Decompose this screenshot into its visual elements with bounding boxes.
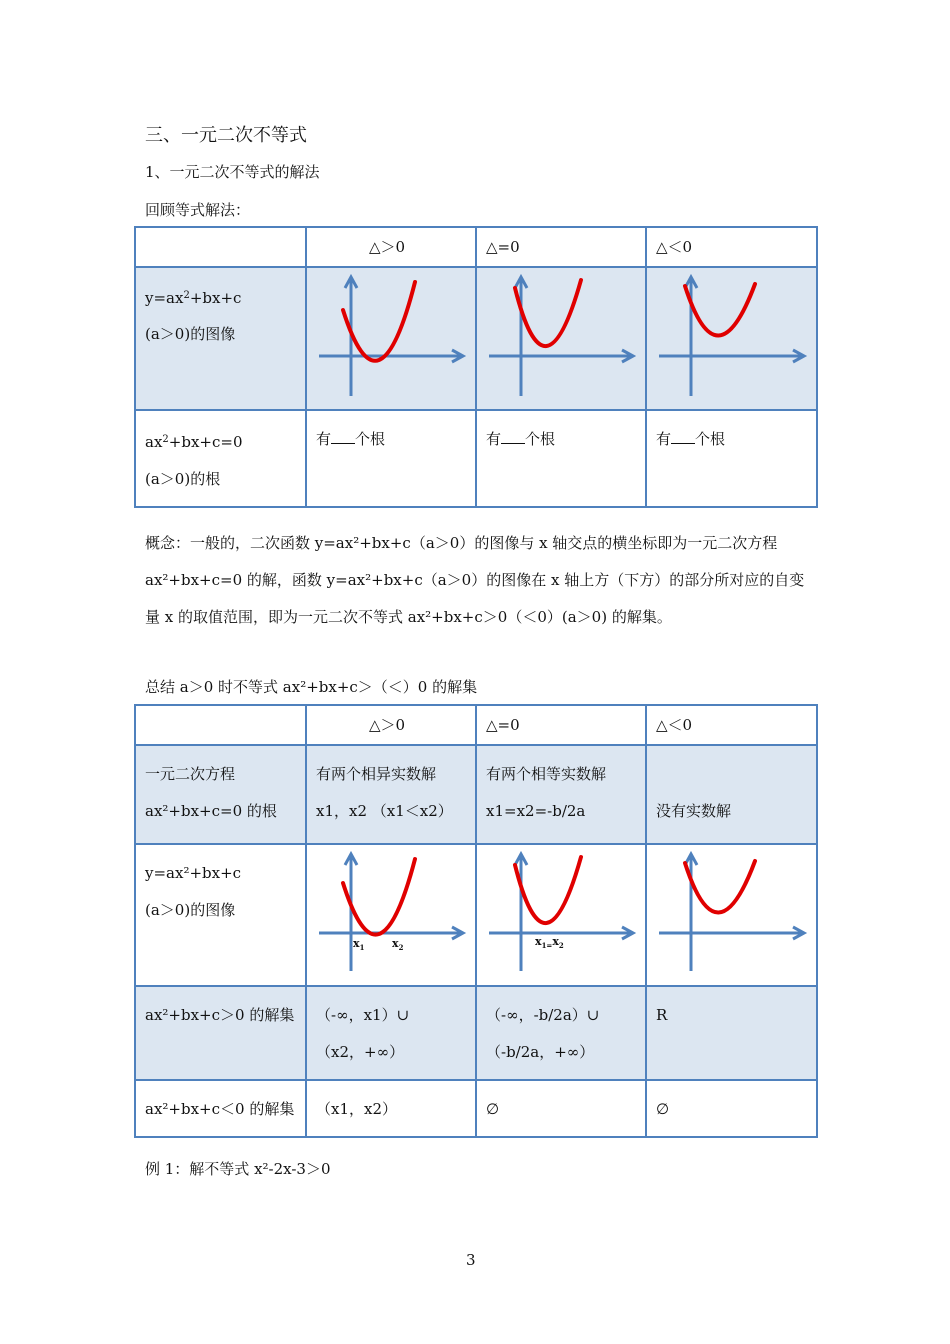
- equation-two-roots: 有两个相异实数解 x1，x2 （x1＜x2）: [306, 745, 476, 844]
- header-delta-zero: △=0: [476, 705, 646, 745]
- graph-row-label: $y=ax^2+bx+c$ (a＞0)的图像: [135, 267, 306, 410]
- lt-no-roots: ∅: [646, 1080, 817, 1137]
- header-delta-positive: △＞0: [306, 227, 476, 267]
- gt-equal-roots: （-∞，-b/2a）∪ （-b/2a，+∞）: [476, 986, 646, 1080]
- graph-two-roots: [306, 267, 476, 410]
- header-delta-negative: △＜0: [646, 227, 817, 267]
- lt-equal-roots: ∅: [476, 1080, 646, 1137]
- graph-row-label: y=ax²+bx+c (a＞0)的图像: [135, 844, 306, 986]
- parabola-two-roots-graph: [307, 268, 477, 405]
- parabola-no-root-graph: [647, 268, 818, 405]
- root-row-label: $ax^2+bx+c=0$ (a＞0)的根: [135, 410, 306, 507]
- header-delta-positive: △＞0: [306, 705, 476, 745]
- lt-two-roots: （x1，x2）: [306, 1080, 476, 1137]
- review-label: 回顾等式解法：: [145, 201, 251, 219]
- graph-no-root: [646, 267, 817, 410]
- equation-no-roots: 没有实数解: [646, 745, 817, 844]
- svg-text:x2: $x_2$: [392, 937, 404, 952]
- page-number: 3: [466, 1251, 476, 1269]
- gt-two-roots: （-∞，x1）∪ （x2，+∞）: [306, 986, 476, 1080]
- header-empty: [135, 705, 306, 745]
- summary-title: 总结 a＞0 时不等式 ax²+bx+c＞（＜）0 的解集: [145, 678, 478, 696]
- review-table: [134, 226, 818, 508]
- parabola-one-root-graph: [477, 268, 647, 405]
- svg-text:x1=x2: $x_{1=}x_2$: [535, 935, 564, 950]
- graph-one-root: [476, 267, 646, 410]
- header-empty: [135, 227, 306, 267]
- summary-table: [134, 704, 818, 1138]
- equation-row-label: 一元二次方程 ax²+bx+c=0 的根: [135, 745, 306, 844]
- gt-no-roots: R: [646, 986, 817, 1080]
- root-count-positive: 有 个根: [306, 410, 476, 507]
- graph-one-root: [476, 844, 646, 986]
- header-delta-zero: △=0: [476, 227, 646, 267]
- header-delta-negative: △＜0: [646, 705, 817, 745]
- graph-two-roots: [306, 844, 476, 986]
- parabola-two-roots-graph: [307, 845, 477, 981]
- lt-row-label: ax²+bx+c＜0 的解集: [135, 1080, 306, 1137]
- subsection-heading: 1、一元二次不等式的解法: [145, 163, 320, 181]
- parabola-no-root-graph: [647, 845, 818, 981]
- gt-row-label: ax²+bx+c＞0 的解集: [135, 986, 306, 1080]
- parabola-one-root-graph: [477, 845, 647, 981]
- equation-equal-roots: 有两个相等实数解 x1=x2=-b/2a: [476, 745, 646, 844]
- svg-text:x1: $x_1$: [353, 937, 365, 952]
- concept-paragraph: 概念：一般的，二次函数 y=ax²+bx+c（a＞0）的图像与 x 轴交点的横坐标即为一元二次方程 ax²+bx+c=0 的解，函数 y=ax²+bx+c（a＞0）的图像在 x 轴上方（下方）的部分所对应的自变量 x 的取值范围，即为一元二次不等式 ax²+bx+c＞0（＜0）(a＞0) 的解集。: [145, 534, 805, 626]
- graph-no-root: [646, 844, 817, 986]
- example-1: 例 1：解不等式 x²-2x-3＞0: [145, 1160, 331, 1178]
- root-count-zero: 有 个根: [476, 410, 646, 507]
- section-heading: 三、一元二次不等式: [145, 125, 307, 146]
- root-count-negative: 有 个根: [646, 410, 817, 507]
